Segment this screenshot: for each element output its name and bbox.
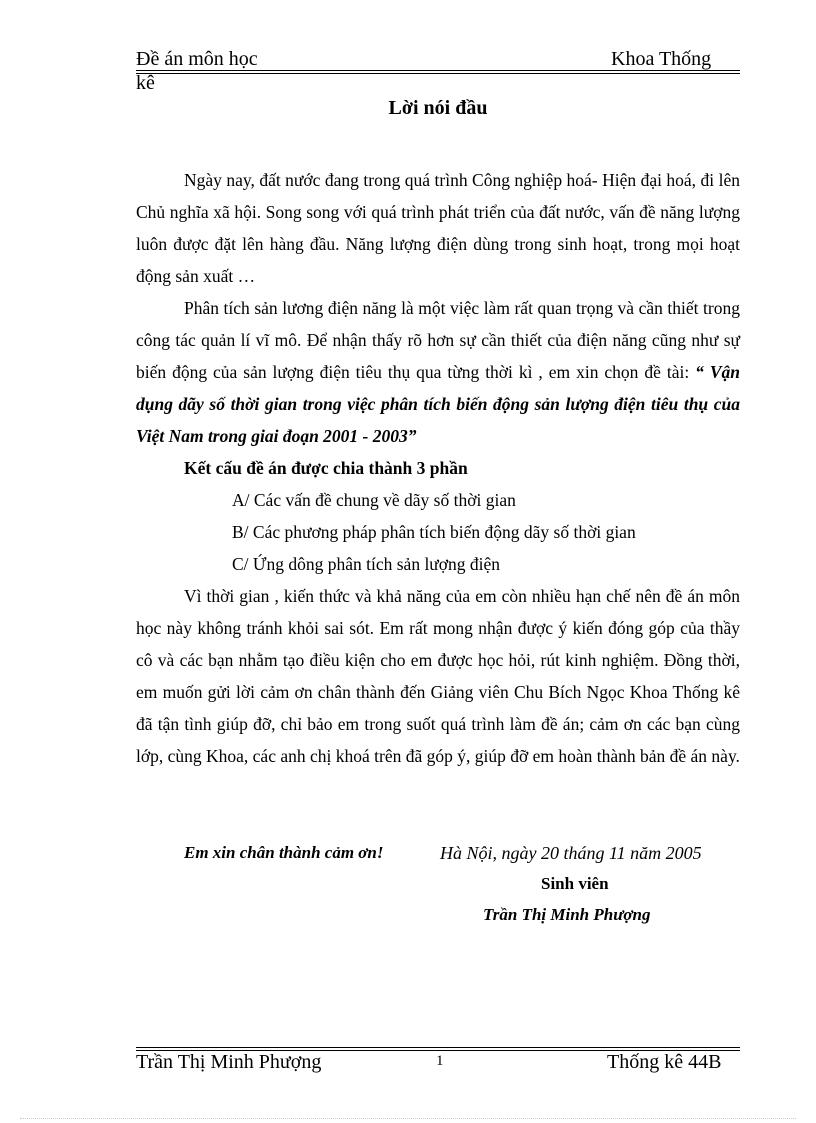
place-date: Hà Nội, ngày 20 tháng 11 năm 2005 bbox=[440, 843, 702, 863]
page-title: Lời nói đầu bbox=[388, 97, 488, 119]
thesis-topic: “ Vận dụng dãy số thời gian trong việc phân tích biến động sản lượng điện tiêu thụ của Việt Nam trong giai đoạn 2001 - 2003” bbox=[136, 362, 740, 446]
footer-class: Thống kê 44B bbox=[607, 1051, 722, 1073]
header-left-text: Đề án môn học bbox=[136, 48, 258, 70]
signer-role: Sinh viên bbox=[541, 874, 609, 893]
page-number: 1 bbox=[436, 1053, 444, 1069]
paragraph-topic bbox=[136, 292, 740, 452]
footer-author: Trần Thị Minh Phượng bbox=[136, 1051, 322, 1073]
header-wrap-text: kê bbox=[136, 72, 155, 94]
document-body bbox=[136, 164, 740, 772]
paragraph-topic-text: Phân tích sản lương điện năng là một việc làm rất quan trọng và cần thiết trong công tác quản lí vĩ mô. Để nhận thấy rõ hơn sự cần thiết của điện năng cũng như sự biến động của sản lượng điện tiêu thụ qua từng thời kì , em xin chọn đề tài: bbox=[136, 298, 740, 382]
footer-rule bbox=[136, 1047, 740, 1048]
list-item: C/ Ứng dông phân tích sản lượng điện bbox=[232, 554, 501, 574]
signer-name: Trần Thị Minh Phượng bbox=[483, 905, 651, 924]
paragraph-intro: Ngày nay, đất nước đang trong quá trình Công nghiệp hoá- Hiện đại hoá, đi lên Chủ nghĩa xã hội. Song song với quá trình phát triển của đất nước, vấn đề năng lượng luôn được đặt lên hàng đầu. Năng lượng điện dùng trong sinh hoạt, trong mọi hoạt động sản xuất … bbox=[136, 170, 740, 286]
page-bottom-edge bbox=[20, 1118, 796, 1119]
header-rule bbox=[136, 70, 740, 71]
closing-thanks: Em xin chân thành cảm ơn! bbox=[184, 843, 384, 862]
paragraph-acknowledgement: Vì thời gian , kiến thức và khả năng của em còn nhiều hạn chế nên đề án môn học này không tránh khỏi sai sót. Em rất mong nhận được ý kiến đóng góp của thầy cô và các bạn nhằm tạo điều kiện cho em được học hỏi, rút kinh nghiệm. Đồng thời, em muốn gửi lời cảm ơn chân thành đến Giảng viên Chu Bích Ngọc Khoa Thống kê đã tận tình giúp đỡ, chỉ bảo em trong suốt quá trình làm đề án; cảm ơn các bạn cùng lớp, cùng Khoa, các anh chị khoá trên đã góp ý, giúp đỡ em hoàn thành bản đề án này. bbox=[136, 586, 740, 766]
header-right-text: Khoa Thống bbox=[611, 48, 712, 70]
list-item: A/ Các vấn đề chung về dãy số thời gian bbox=[232, 490, 516, 510]
list-item: B/ Các phương pháp phân tích biến động dãy số thời gian bbox=[232, 522, 636, 542]
header-rule-double bbox=[136, 73, 740, 74]
structure-heading: Kết cấu đề án được chia thành 3 phần bbox=[184, 458, 468, 478]
